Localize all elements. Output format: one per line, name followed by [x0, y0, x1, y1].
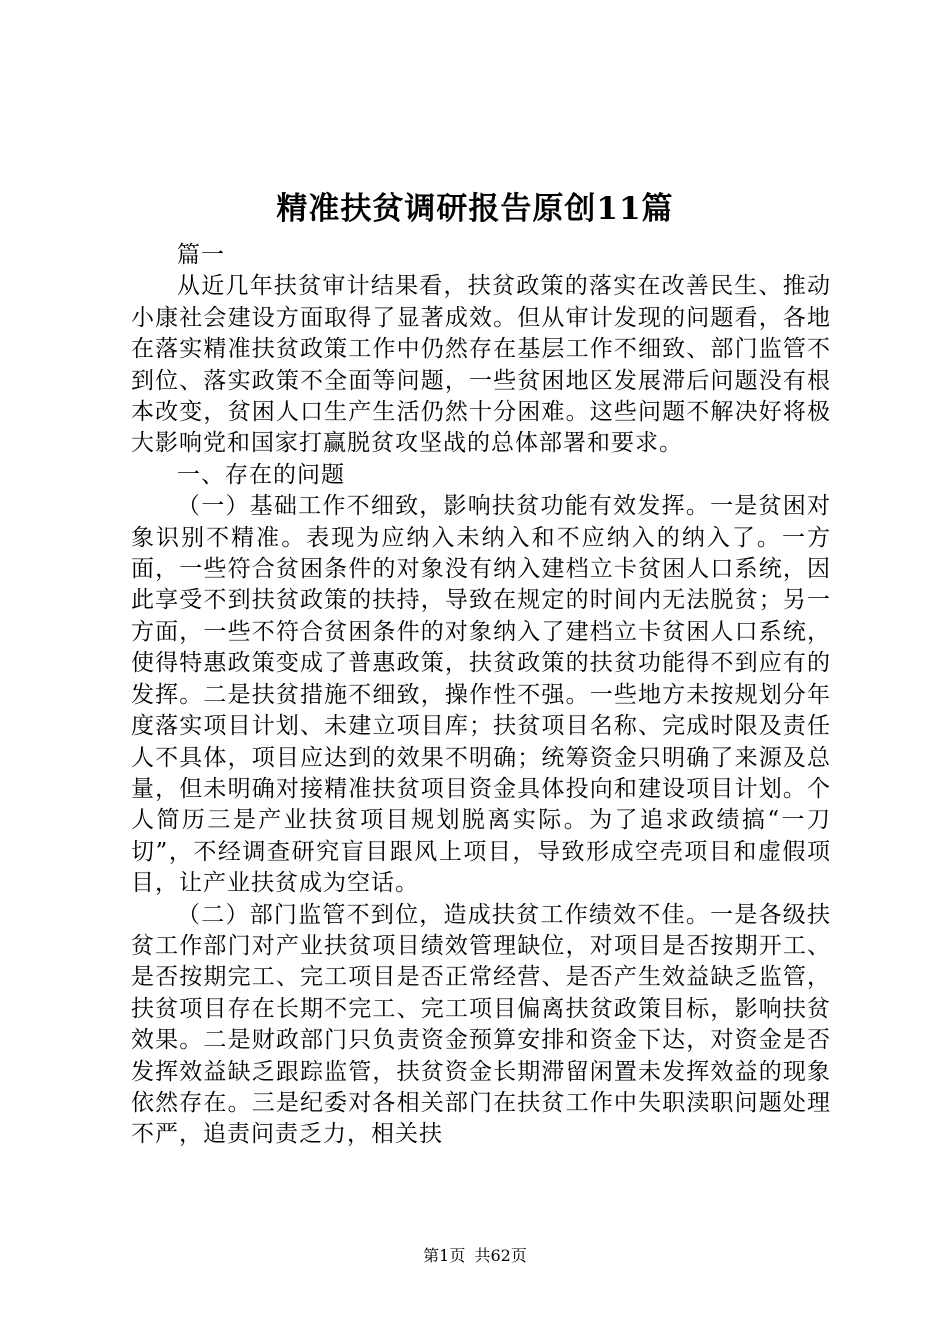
page-total: 共62页 [474, 1246, 527, 1265]
document-body [131, 240, 831, 1151]
section-heading-part-one: 篇一 [177, 242, 225, 268]
paragraph-problem-one: （一）基础工作不细致，影响扶贫功能有效发挥。一是贫困对象识别不精准。表现为应纳入未纳入和不应纳入的纳入了。一方面，一些符合贫困条件的对象没有纳入建档立卡贫困人口系统，因此享受不到扶贫政策的扶持，导致在规定的时间内无法脱贫；另一方面，一些不符合贫困条件的对象纳入了建档立卡贫困人口系统，使得特惠政策变成了普惠政策，扶贫政策的扶贫功能得不到应有的发挥。二是扶贫措施不细致，操作性不强。一些地方未按规划分年度落实项目计划、未建立项目库；扶贫项目名称、完成时限及责任人不具体，项目应达到的效果不明确；统筹资金只明确了来源及总量，但未明确对接精准扶贫项目资金具体投向和建设项目计划。个人简历三是产业扶贫项目规划脱离实际。为了追求政绩搞“一刀切”，不经调查研究盲目跟风上项目，导致形成空壳项目和虚假项目，让产业扶贫成为空话。 [131, 493, 831, 897]
paragraph-problem-two: （二）部门监管不到位，造成扶贫工作绩效不佳。一是各级扶贫工作部门对产业扶贫项目绩效管理缺位，对项目是否按期开工、是否按期完工、完工项目是否正常经营、是否产生效益缺乏监管，扶贫项目存在长期不完工、完工项目偏离扶贫政策目标，影响扶贫效果。二是财政部门只负责资金预算安排和资金下达，对资金是否发挥效益缺乏跟踪监管，扶贫资金长期滞留闲置未发挥效益的现象依然存在。三是纪委对各相关部门在扶贫工作中失职渎职问题处理不严，追责问责乏力，相关扶 [131, 901, 831, 1148]
section-heading-problems: 一、存在的问题 [177, 461, 345, 488]
page-footer [0, 1245, 950, 1267]
page-number: 第1页 [423, 1246, 466, 1265]
paragraph-intro: 从近几年扶贫审计结果看，扶贫政策的落实在改善民生、推动小康社会建设方面取得了显著成效。但从审计发现的问题看，各地在落实精准扶贫政策工作中仍然存在基层工作不细致、部门监管不到位、落实政策不全面等问题，一些贫困地区发展滞后问题没有根本改变，贫困人口生产生活仍然十分困难。这些问题不解决好将极大影响党和国家打赢脱贫攻坚战的总体部署和要求。 [131, 273, 831, 457]
document-title: 精准扶贫调研报告原创11篇 [276, 191, 674, 227]
